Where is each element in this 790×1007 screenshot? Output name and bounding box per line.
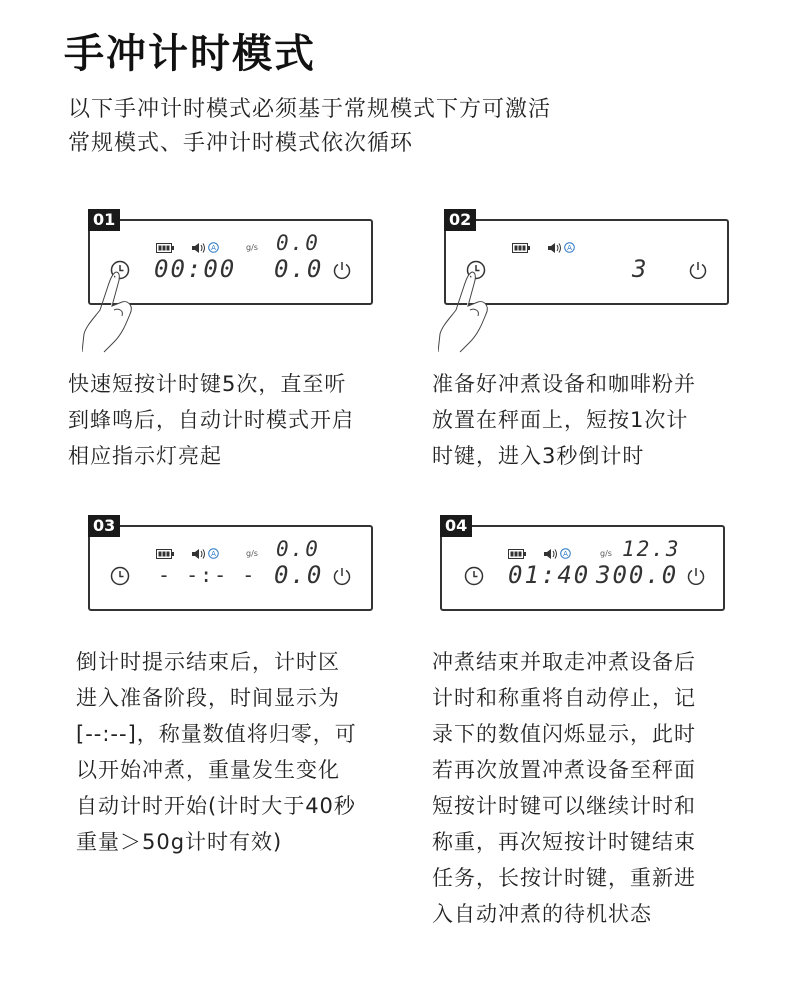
power-key-icon — [332, 260, 352, 280]
time-readout: 01:40 — [508, 561, 591, 589]
timer-key-icon — [110, 566, 130, 586]
weight-readout: 0.0 — [274, 255, 324, 283]
subtitle-line-2: 常规模式、手冲计时模式依次循环 — [68, 131, 414, 156]
auto-mode-icon — [208, 548, 219, 559]
power-key-icon — [688, 260, 708, 280]
sound-icon — [192, 549, 206, 559]
step-badge: 01 — [88, 209, 120, 231]
svg-text:A: A — [211, 550, 216, 559]
rate-unit-label: g/s — [600, 549, 612, 558]
rate-unit-label: g/s — [246, 549, 258, 558]
pressing-hand-icon — [82, 266, 142, 354]
timer-key-icon — [464, 566, 484, 586]
step-04-description: 冲煮结束并取走冲煮设备后 计时和称重将自动停止，记 录下的数值闪烁显示，此时 若再次放置冲煮设备至秤面 短按计时键可以继续计时和 称重，再次短按计时键结束 任务，长按计时键，重新进 入自动冲煮的待机状态 — [432, 650, 696, 926]
sound-icon — [192, 243, 206, 253]
sound-icon — [548, 243, 562, 253]
step-02-description: 准备好冲煮设备和咖啡粉并 放置在秤面上，短按1次计 时键，进入3秒倒计时 — [432, 372, 696, 468]
battery-icon — [156, 243, 174, 253]
step-badge: 04 — [440, 515, 472, 537]
rate-unit-label: g/s — [246, 243, 258, 252]
display-panel-03 — [88, 516, 373, 611]
step-badge: 03 — [88, 515, 120, 537]
time-readout: 00:00 — [154, 255, 237, 283]
auto-mode-icon — [208, 242, 219, 253]
svg-text:A: A — [563, 550, 568, 559]
step-01-description: 快速短按计时键5次，直至听 到蜂鸣后，自动计时模式开启 相应指示灯亮起 — [68, 372, 354, 468]
battery-icon — [508, 549, 526, 559]
battery-icon — [512, 243, 530, 253]
weight-readout: 0.0 — [274, 561, 324, 589]
power-key-icon — [332, 566, 352, 586]
svg-text:A: A — [211, 244, 216, 253]
step-badge: 02 — [444, 209, 476, 231]
power-key-icon — [686, 566, 706, 586]
weight-readout: 300.0 — [596, 561, 679, 589]
countdown-readout: 3 — [632, 255, 649, 283]
svg-text:A: A — [567, 244, 572, 253]
auto-mode-icon — [560, 548, 571, 559]
rate-readout: 12.3 — [622, 537, 681, 561]
sound-icon — [544, 549, 558, 559]
time-readout: - -:- - — [158, 563, 257, 587]
rate-readout: 0.0 — [276, 537, 320, 561]
display-panel-04 — [440, 516, 725, 611]
auto-mode-icon — [564, 242, 575, 253]
page-title: 手冲计时模式 — [64, 31, 316, 77]
step-03-description: 倒计时提示结束后，计时区 进入准备阶段，时间显示为 [--:--]，称量数值将归零，可 以开始冲煮，重量发生变化 自动计时开始(计时大于40秒 重量＞50g计时有效) — [76, 650, 357, 854]
pressing-hand-icon — [438, 266, 498, 354]
subtitle-line-1: 以下手冲计时模式必须基于常规模式下方可激活 — [68, 97, 552, 122]
battery-icon — [156, 549, 174, 559]
rate-readout: 0.0 — [276, 231, 320, 255]
